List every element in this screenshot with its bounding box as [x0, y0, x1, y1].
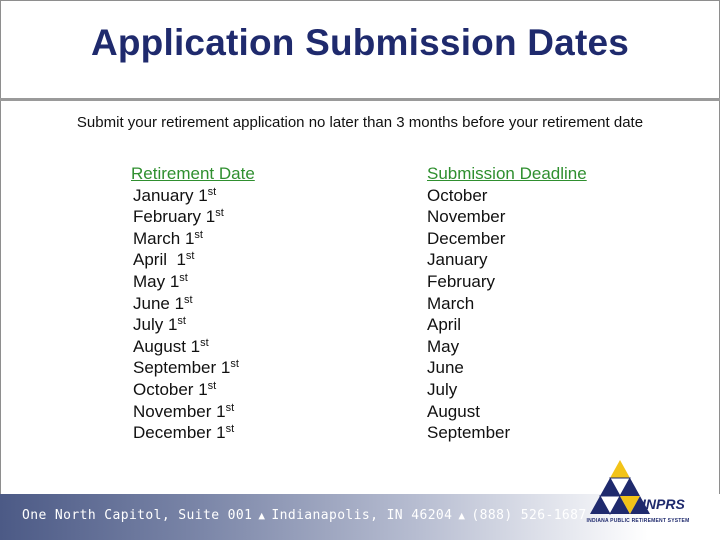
footer-street: One North Capitol, Suite 001: [22, 508, 253, 523]
retirement-date-cell: [133, 422, 255, 444]
slide-subtitle: Submit your retirement application no later than 3 months before your retirement date: [76, 114, 644, 131]
footer-phone: (888) 526-1687: [471, 508, 587, 523]
retirement-date-text: March 1: [133, 228, 195, 248]
retirement-date-text: September 1: [133, 358, 231, 378]
logo-triangle-icon: [610, 460, 630, 478]
submission-deadline-cell: December: [427, 228, 506, 248]
ordinal-suffix: st: [225, 401, 235, 414]
retirement-date-text: January 1: [133, 185, 208, 205]
footer-city: Indianapolis, IN 46204: [271, 508, 453, 523]
submission-deadline-cell: November: [427, 207, 506, 227]
retirement-date-column: [133, 163, 255, 444]
ordinal-suffix: st: [194, 228, 203, 241]
retirement-date-header: Retirement Date: [131, 164, 255, 183]
retirement-date-text: May 1: [133, 271, 180, 291]
title-divider: [0, 98, 720, 101]
retirement-date-cell: [133, 357, 255, 379]
triangle-icon: ▲: [258, 509, 266, 522]
ordinal-suffix: st: [215, 207, 224, 220]
retirement-date-text: December 1: [133, 423, 226, 443]
retirement-date-cell: [133, 206, 255, 228]
submission-deadline-cell: May: [427, 336, 460, 356]
submission-deadline-cell: October: [427, 185, 488, 205]
slide-title: Application Submission Dates: [90, 22, 630, 63]
retirement-date-text: June 1: [133, 293, 185, 313]
retirement-date-cell: [133, 379, 255, 401]
ordinal-suffix: st: [207, 379, 217, 392]
retirement-date-text: November 1: [133, 401, 226, 421]
retirement-date-text: February 1: [133, 207, 216, 227]
submission-deadline-cell: January: [427, 250, 488, 270]
submission-deadline-cell: June: [427, 358, 464, 378]
submission-deadline-column: [427, 163, 587, 444]
ordinal-suffix: st: [179, 271, 188, 284]
retirement-date-cell: [133, 228, 255, 250]
ordinal-suffix: st: [185, 250, 195, 263]
submission-deadline-cell: September: [427, 423, 511, 443]
retirement-date-cell: [133, 271, 255, 293]
retirement-date-text: July 1: [133, 315, 178, 335]
ordinal-suffix: st: [230, 358, 239, 371]
submission-deadline-cell: March: [427, 293, 475, 313]
ordinal-suffix: st: [207, 185, 217, 198]
retirement-date-text: August 1: [133, 336, 201, 356]
logo-text: INPRS: [642, 496, 685, 512]
footer-address: [22, 508, 587, 523]
triangle-icon: ▲: [458, 509, 466, 522]
retirement-date-text: April 1: [133, 250, 186, 270]
retirement-date-cell: [133, 314, 255, 336]
submission-deadline-header: Submission Deadline: [427, 164, 587, 183]
retirement-date-text: October 1: [133, 379, 208, 399]
ordinal-suffix: st: [177, 315, 186, 328]
retirement-date-cell: [133, 401, 255, 423]
retirement-date-cell: [133, 249, 255, 271]
submission-deadline-cell: April: [427, 315, 462, 335]
retirement-date-cell: [133, 185, 255, 207]
retirement-date-cell: [133, 293, 255, 315]
inprs-logo: [578, 458, 698, 526]
ordinal-suffix: st: [184, 293, 193, 306]
logo-tagline: INDIANA PUBLIC RETIREMENT SYSTEM: [586, 518, 690, 524]
ordinal-suffix: st: [200, 336, 209, 349]
retirement-date-cell: [133, 336, 255, 358]
submission-deadline-cell: February: [427, 271, 496, 291]
submission-deadline-cell: August: [427, 401, 480, 421]
submission-deadline-cell: July: [427, 379, 458, 399]
ordinal-suffix: st: [225, 423, 235, 436]
